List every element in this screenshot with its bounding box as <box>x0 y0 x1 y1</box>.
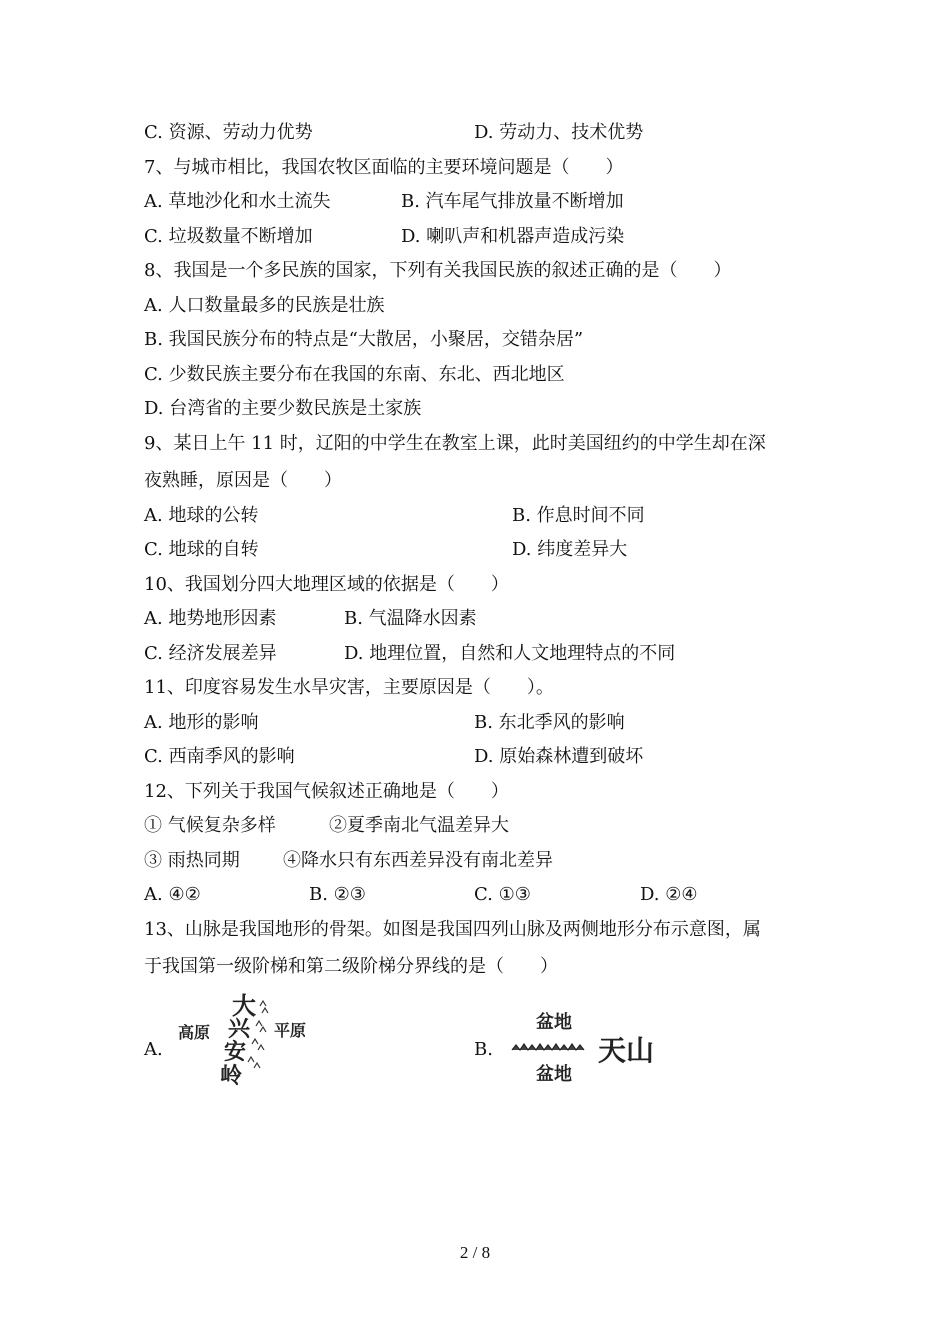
q9-stem-line1: 9、某日上午 11 时，辽阳的中学生在教室上课，此时美国纽约的中学生却在深 <box>144 433 766 454</box>
q10-option-c: C. 经济发展差异 <box>144 643 277 664</box>
q10-option-a: A. 地势地形因素 <box>144 608 277 629</box>
q9-option-d: D. 纬度差异大 <box>512 539 628 560</box>
q13-stem-line1: 13、山脉是我国地形的骨架。如图是我国四列山脉及两侧地形分布示意图，属 <box>144 919 761 940</box>
q7-option-c: C. 垃圾数量不断增加 <box>144 226 313 247</box>
fig-b-tianshan-label: 天山 <box>598 1034 655 1067</box>
q12-option-a: A. ④② <box>144 884 201 905</box>
q12-item-4: ④降水只有东西差异没有南北差异 <box>283 850 553 871</box>
fig-a-plain-label: 平原 <box>274 1021 307 1040</box>
q11-option-b: B. 东北季风的影响 <box>474 712 625 733</box>
q8-option-c: C. 少数民族主要分布在我国的东南、东北、西北地区 <box>144 364 565 385</box>
fig-a-plateau-label: 高原 <box>178 1023 211 1042</box>
q12-option-b: B. ②③ <box>309 884 366 905</box>
q10-option-d: D. 地理位置，自然和人文地理特点的不同 <box>344 643 676 664</box>
q12-item-3: ③ 雨热同期 <box>144 850 240 871</box>
q13-figure-b <box>508 1006 668 1088</box>
q10-option-b: B. 气温降水因素 <box>344 608 477 629</box>
q6-option-c: C. 资源、劳动力优势 <box>144 122 313 143</box>
fig-a-char-3: 安 <box>224 1040 247 1065</box>
q9-option-a: A. 地球的公转 <box>144 505 259 526</box>
q12-option-d: D. ②④ <box>640 884 698 905</box>
q11-option-a: A. 地形的影响 <box>144 712 259 733</box>
fig-a-char-2: 兴 <box>228 1017 251 1042</box>
q7-option-d: D. 喇叭声和机器声造成污染 <box>401 226 625 247</box>
fig-b-basin-bottom-label: 盆地 <box>536 1064 572 1085</box>
q8-option-a: A. 人口数量最多的民族是壮族 <box>144 295 385 316</box>
q7-option-b: B. 汽车尾气排放量不断增加 <box>401 191 624 212</box>
page-number: 2 / 8 <box>459 1243 491 1262</box>
q8-option-b: B. 我国民族分布的特点是“大散居，小聚居，交错杂居” <box>144 329 584 350</box>
q12-item-1: ① 气候复杂多样 <box>144 815 276 836</box>
q13-option-b: B. <box>474 1039 493 1060</box>
fig-b-basin-top-label: 盆地 <box>536 1012 572 1033</box>
q8-option-d: D. 台湾省的主要少数民族是土家族 <box>144 398 422 419</box>
q9-option-b: B. 作息时间不同 <box>512 505 645 526</box>
q7-option-a: A. 草地沙化和水土流失 <box>144 191 331 212</box>
q11-option-d: D. 原始森林遭到破坏 <box>474 746 644 767</box>
q12-item-2: ②夏季南北气温差异大 <box>329 815 509 836</box>
q10-stem: 10、我国划分四大地理区域的依据是（ ） <box>144 574 509 595</box>
q9-stem-line2: 夜熟睡，原因是（ ） <box>144 470 342 491</box>
fig-a-char-1: 大 <box>232 992 256 1020</box>
fig-a-char-4: 岭 <box>220 1064 243 1089</box>
q12-stem: 12、下列关于我国气候叙述正确地是（ ） <box>144 781 509 802</box>
q11-option-c: C. 西南季风的影响 <box>144 746 295 767</box>
q8-stem: 8、我国是一个多民族的国家，下列有关我国民族的叙述正确的是（ ） <box>144 260 732 281</box>
q6-option-d: D. 劳动力、技术优势 <box>474 122 644 143</box>
q7-stem: 7、与城市相比，我国农牧区面临的主要环境问题是（ ） <box>144 157 624 178</box>
q13-figure-a <box>174 986 314 1090</box>
mountain-range-icon <box>512 1044 584 1050</box>
q11-stem: 11、印度容易发生水旱灾害，主要原因是（ ）。 <box>144 677 554 698</box>
q13-option-a: A. <box>144 1039 163 1060</box>
q12-option-c: C. ①③ <box>474 884 531 905</box>
q13-stem-line2: 于我国第一级阶梯和第二级阶梯分界线的是（ ） <box>144 956 558 977</box>
q9-option-c: C. 地球的自转 <box>144 539 259 560</box>
